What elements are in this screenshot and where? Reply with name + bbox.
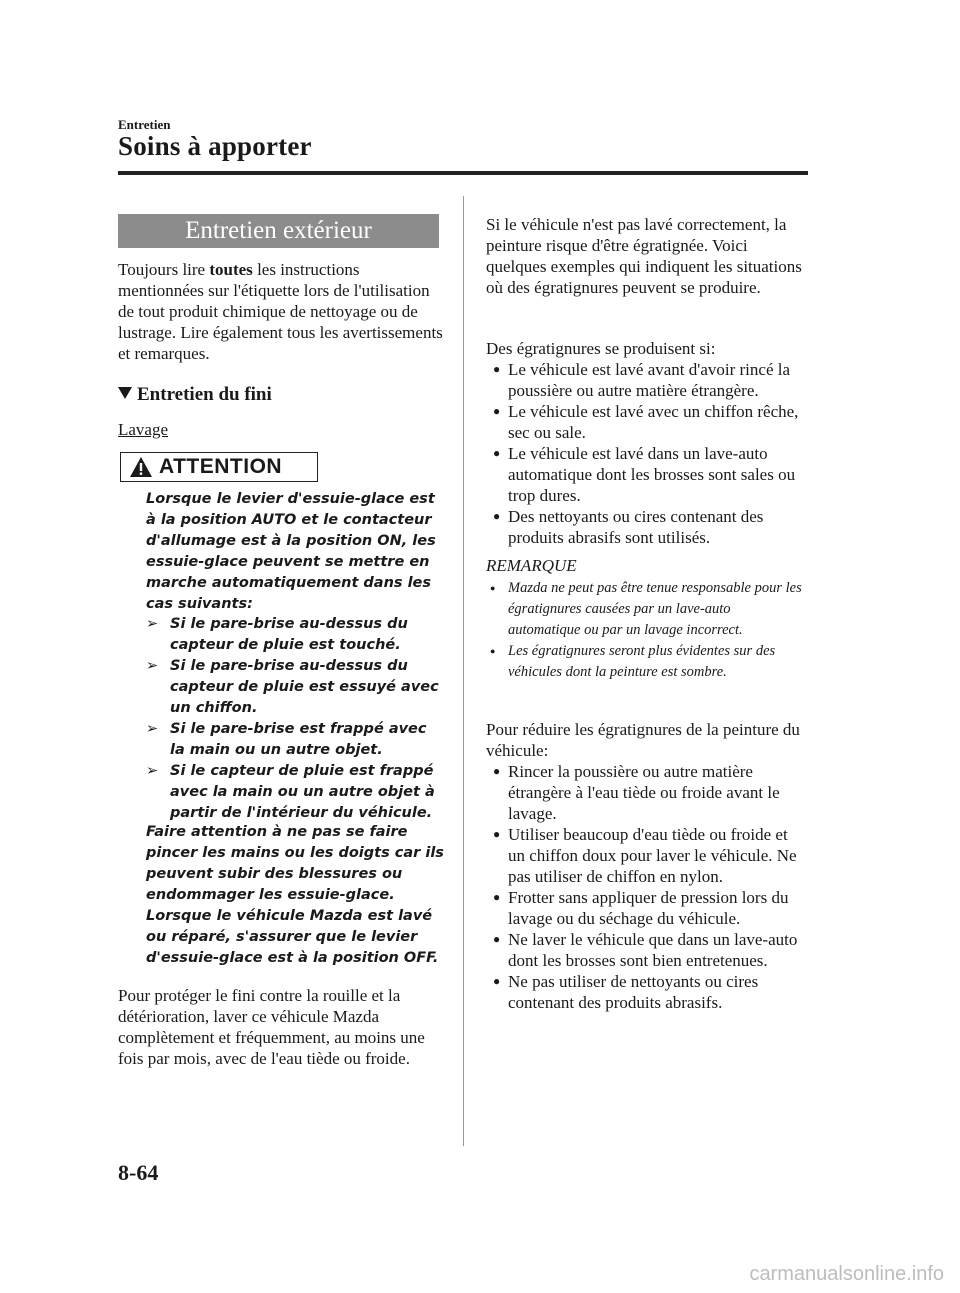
arrow-right-icon: ➢ <box>146 763 159 779</box>
note-text: Les égratignures seront plus évidentes sur des véhicules dont la peinture est sombre. <box>508 643 776 680</box>
attention-bullet-text: Si le capteur de pluie est frappé avec la main ou un autre objet à partir de l'intérieur du véhicule. <box>170 763 435 821</box>
attention-bullet <box>146 761 446 824</box>
arrow-right-icon: ➢ <box>146 616 159 632</box>
triangle-down-icon <box>118 387 132 399</box>
scratch-causes-list <box>486 359 806 548</box>
list-item <box>486 443 806 506</box>
note-text: Mazda ne peut pas être tenue responsable pour les égratignures causées par un lave-auto automatique ou par un lavage incorrect. <box>508 580 802 638</box>
bullet-dot-icon: ● <box>493 974 501 988</box>
intro-after: les instructions mentionnées sur l'étiquette lors de l'utilisation de tout produit chimique de nettoyage ou de lustrage. Lire également tous les avertissements et remarques. <box>118 260 443 363</box>
watermark: carmanualsonline.info <box>749 1263 944 1285</box>
list-item-text: Rincer la poussière ou autre matière étrangère à l'eau tiède ou froide avant le lavage. <box>508 762 780 823</box>
remarque-heading: REMARQUE <box>486 556 577 575</box>
intro-before: Toujours lire <box>118 260 210 279</box>
warning-triangle-icon <box>129 456 153 478</box>
list-item <box>486 887 806 929</box>
list-item-text: Des nettoyants ou cires contenant des produits abrasifs sont utilisés. <box>508 507 764 547</box>
list-item-text: Utiliser beaucoup d'eau tiède ou froide et un chiffon doux pour laver le véhicule. Ne pas utiliser de chiffon en nylon. <box>508 825 797 886</box>
scratch-reduction-list <box>486 761 806 1013</box>
list-item <box>486 971 806 1013</box>
attention-bullet-text: Si le pare-brise au-dessus du capteur de pluie est essuyé avec un chiffon. <box>170 658 439 716</box>
attention-outro: Faire attention à ne pas se faire pincer les mains ou les doigts car ils peuvent subir des blessures ou endommager les essuie-glace. Lorsque le véhicule Mazda est lavé ou réparé, s'assurer que le levier d'essuie-glace est à la position OFF. <box>146 824 444 966</box>
arrow-right-icon: ➢ <box>146 658 159 674</box>
list-item-text: Le véhicule est lavé dans un lave-auto automatique dont les brosses sont sales ou trop dures. <box>508 444 796 505</box>
attention-bullet <box>146 719 446 761</box>
bullet-dot-icon: ● <box>490 646 496 656</box>
list-item <box>486 824 806 887</box>
page-number: 8-64 <box>118 1160 159 1185</box>
list-item <box>486 506 806 548</box>
bullet-dot-icon: ● <box>493 764 501 778</box>
list-item <box>486 401 806 443</box>
bullet-dot-icon: ● <box>493 362 501 376</box>
attention-label: ATTENTION <box>159 455 283 478</box>
arrow-right-icon: ➢ <box>146 721 159 737</box>
attention-bullet <box>146 614 446 656</box>
intro-paragraph <box>118 259 444 364</box>
bullet-dot-icon: ● <box>493 509 501 523</box>
right-paragraph-1: Si le véhicule n'est pas lavé correctement, la peinture risque d'être égratignée. Voici quelques exemples qui indiquent les situations où des égratignures peuvent se produire. <box>486 215 802 297</box>
bullet-dot-icon: ● <box>493 827 501 841</box>
list-item-text: Le véhicule est lavé avant d'avoir rincé la poussière ou autre matière étrangère. <box>508 360 791 400</box>
list-item-text: Frotter sans appliquer de pression lors du lavage ou du séchage du véhicule. <box>508 888 789 928</box>
header-rule <box>118 171 808 175</box>
list-item <box>486 929 806 971</box>
intro-bold: toutes <box>209 260 253 279</box>
column-divider <box>463 196 464 1146</box>
list-item-text: Ne pas utiliser de nettoyants ou cires contenant des produits abrasifs. <box>508 972 759 1012</box>
protect-paragraph: Pour protéger le fini contre la rouille et la détérioration, laver ce véhicule Mazda complètement et fréquemment, au moins une fois par mois, avec de l'eau tiède ou froide. <box>118 986 425 1068</box>
list-item <box>486 359 806 401</box>
note-item <box>486 578 806 641</box>
bullet-dot-icon: ● <box>493 404 501 418</box>
list-item-text: Le véhicule est lavé avec un chiffon rêche, sec ou sale. <box>508 402 799 442</box>
right-paragraph-2: Des égratignures se produisent si: <box>486 339 716 358</box>
right-paragraph-3: Pour réduire les égratignures de la peinture du véhicule: <box>486 720 800 760</box>
list-item <box>486 761 806 824</box>
note-item <box>486 641 806 683</box>
attention-bullets <box>146 614 446 824</box>
bullet-dot-icon: ● <box>493 446 501 460</box>
bullet-dot-icon: ● <box>493 890 501 904</box>
bullet-dot-icon: ● <box>490 583 496 593</box>
attention-intro: Lorsque le levier d'essuie-glace est à la position AUTO et le contacteur d'allumage est à la position ON, les essuie-glace peuvent se mettre en marche automatiquement dans les cas suivants: <box>146 491 436 612</box>
attention-bullet-text: Si le pare-brise au-dessus du capteur de pluie est touché. <box>170 616 408 653</box>
attention-box <box>120 452 318 482</box>
remarque-notes <box>486 578 806 683</box>
lavage-heading: Lavage <box>118 420 169 439</box>
list-item-text: Ne laver le véhicule que dans un lave-auto dont les brosses sont bien entretenues. <box>508 930 798 970</box>
header-section: Entretien <box>118 117 171 132</box>
page-title: Soins à apporter <box>118 131 312 161</box>
bullet-dot-icon: ● <box>493 932 501 946</box>
subheading-text: Entretien du fini <box>137 384 272 405</box>
attention-bullet-text: Si le pare-brise est frappé avec la main ou un autre objet. <box>170 721 427 758</box>
section-banner: Entretien extérieur <box>118 214 439 248</box>
subheading <box>118 384 272 406</box>
attention-bullet <box>146 656 446 719</box>
